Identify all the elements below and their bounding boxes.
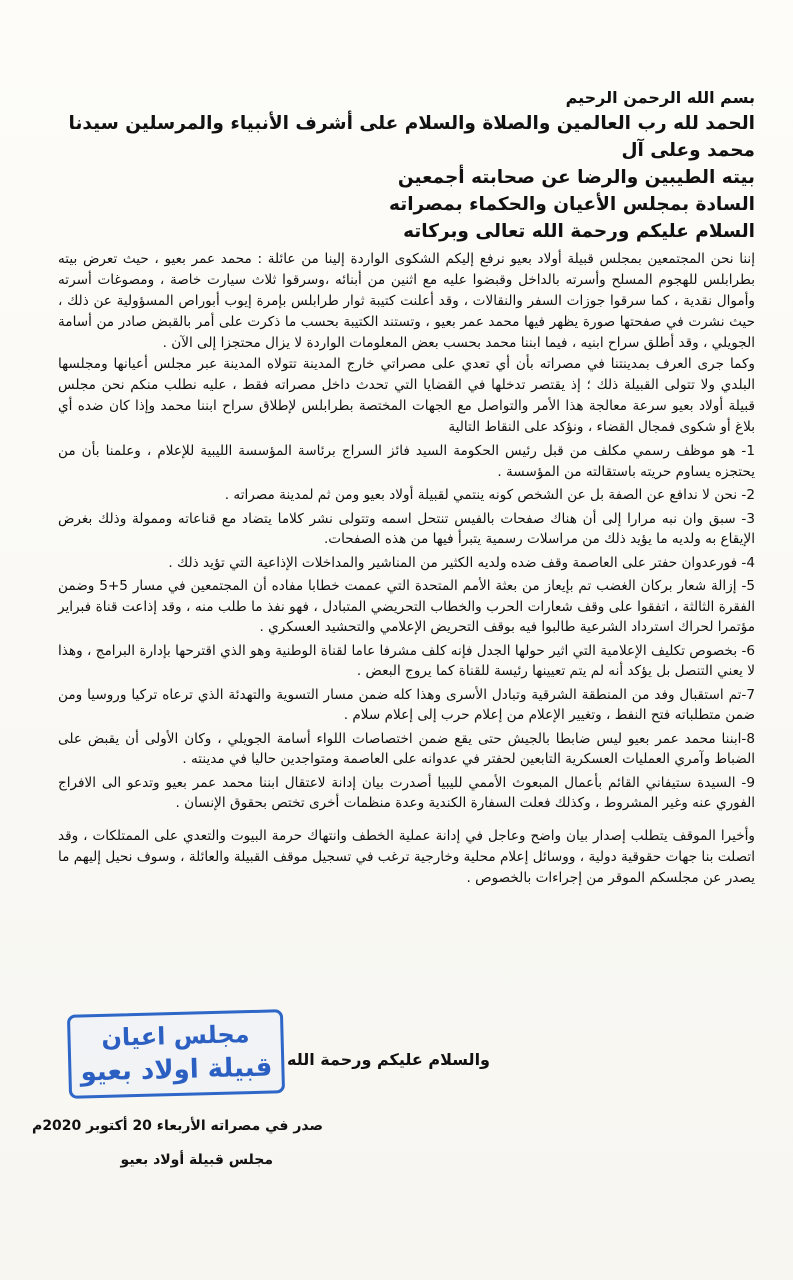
point-8: 8-ابننا محمد عمر بعيو ليس ضابطا بالجيش حتى يقع ضمن اختصاصات اللواء أسامة الجويلي ، وكان الأولى أن يقبض على الضباط وآمري العمليات العسكرية التابعين لحفتر في عدوانه على العاصمة ومتواجدين حاليا في مدينته . [58,730,755,767]
praise-line-1: الحمد لله رب العالمين والصلاة والسلام على أشرف الأنبياء والمرسلين سيدنا محمد وعلى آل [68,113,755,161]
council-stamp [67,1009,285,1099]
greeting: السلام عليكم ورحمة الله تعالى وبركاته [403,221,755,242]
point-6: 6- بخصوص تكليف الإعلامية التي اثير حولها الجدل فإنه كلف مشرفا عاما لقناة الوطنية وهو الذي اقترحها بإدارة البرامج ، وهذا لا يعني التنصل بل يؤكد أنه لم يتم تعيينها رئيسة للقناة كما يروج البعض . [58,642,755,679]
point-4: 4- فورعدوان حفتر على العاصمة وقف ضده ولديه الكثير من المناشير والمداخلات الإذاعية التي تؤيد ذلك . [168,554,755,571]
point-1: 1- هو موظف رسمي مكلف من قبل رئيس الحكومة السيد فائز السراج برئاسة المؤسسة الليبية للإعلام ، وعلمنا بأن من يحتجزه يساوم حريته باستقالته من المؤسسة . [58,443,755,480]
stamp-text-line-1: مجلس اعيان [101,1020,250,1052]
custom-paragraph: وكما جرى العرف بمدينتنا في مصراته بأن أي تعدي على مصراتي خارج المدينة تتولاه المدينة عبر مجلس أعيانها ومجلسها البلدي ولا تتولى القبيلة ذلك ؛ إذ يقتصر تدخلها في القضايا التي تحدث داخل مصراته فقط ، عليه نطلب منكم نحن مجلس قبيلة أولاد بعيو سرعة معالجة هذا الأمر والتواصل مع الجهات المختصة بطرابلس لإطلاق سراح ابننا محمد وإذا كان ضده أي بلاغ أو شكوى فمجال القضاء ، ونؤكد على النقاط التالية [58,356,755,435]
intro-paragraph: إننا نحن المجتمعين بمجلس قبيلة أولاد بعيو نرفع إليكم الشكوى الواردة إلينا من عائلة : محمد عمر بعيو ، حيث تعرض بيته بطرابلس للهجوم المسلح وأسرته بالداخل وقبضوا عليه مع اثنين من أبنائه ،وسرقوا ثلاث سيارت خاصة ، ومصوغات أسرته وأموال نقدية ، كما سرقوا جوزات السفر والنقالات ، وقد أعلنت كتيبة ثوار طرابلس بإمرة إيوب أبوراص المسؤولية عن ذلك ، حيث نشرت في صفحتها صورة يظهر فيها محمد عمر بعيو ، وتستند الكتيبة بحسب ما ذكرت على أمر بالقبض صادر من أسامة الجويلي ، وقد أطلق سراح ابنيه ، فيما ابننا محمد بحسب بعض المعلومات الواردة لا يزال محتجزا إلى الآن . [58,251,755,351]
basmala: بسم الله الرحمن الرحيم [565,88,755,107]
stamp-text-line-2: قبيلة اولاد بعيو [80,1052,273,1088]
point-3: 3- سبق وان نبه مرارا إلى أن هناك صفحات بالفيس تنتحل اسمه وتتولى نشر كلاما يتضاد مع قناعاته وممولة وذلك بغرض الإيقاع به ولديه ما يؤيد ذلك من مراسلات رسمية يتبرأ فيها من هذه الصفحات. [58,510,755,547]
point-5: 5- إزالة شعار بركان الغضب تم بإيعاز من بعثة الأمم المتحدة التي عممت خطابا مفاده أن المجتمعين في مسار 5+5 وضمن الفقرة الثالثة ، اتفقوا على وقف شعارات الحرب والخطاب التحريضي المتبادل ، فهو نفذ ما طلب منه ، وقد إذاعت قناة فبراير مؤتمرا لحراك استرداد الشرعية طالبوا فيه بوقف التحريض الإعلامي والتحشيد العسكري . [58,578,756,635]
closing-paragraph: وأخيرا الموقف يتطلب إصدار بيان واضح وعاجل في إدانة عملية الخطف وانتهاك حرمة البيوت والتعدي على الممتلكات ، وقد اتصلت بنا جهات حقوقية دولية ، ووسائل إعلام محلية وخارجية ترغب في تسجيل موقف القبيلة والعائلة ، وسوف نحيل إليهم ما يصدر عن مجلسكم الموقر من إجراءات بالخصوص . [58,827,755,886]
signatory-name: مجلس قبيلة أولاد بعيو [120,1152,273,1168]
issue-date: صدر في مصراته الأربعاء 20 أكتوبر 2020م [32,1118,323,1134]
letter-body [58,86,755,889]
point-7: 7-تم استقبال وفد من المنطقة الشرقية وتبادل الأسرى وهذا كله ضمن مسار التسوية والتهدئة الذي ترعاه تركيا وروسيا ومن ضمن متطلباته فتح النفط ، وتغيير الإعلام من إعلام حرب إلى إعلام سلام . [58,686,755,723]
addressee: السادة بمجلس الأعيان والحكماء بمصراته [389,194,755,215]
signature-area [60,1012,760,1112]
point-2: 2- نحن لا ندافع عن الصفة بل عن الشخص كونه ينتمي لقبيلة أولاد بعيو ومن ثم لمدينة مصراته . [224,487,755,503]
regards-text: والسلام عليكم ورحمة الله [287,1050,490,1069]
point-9: 9- السيدة ستيفاني القائم بأعمال المبعوث الأممي لليبيا أصدرت بيان إدانة لاعتقال ابننا محمد عمر بعيو وتدعو الى الافراج الفوري عنه وغير المشروط ، وكذلك فعلت السفارة الكندية وعدة منظمات أخرى تختص بحقوق الإنسان . [58,774,755,811]
praise-line-2: بيته الطيبين والرضا عن صحابته أجمعين [397,167,755,188]
